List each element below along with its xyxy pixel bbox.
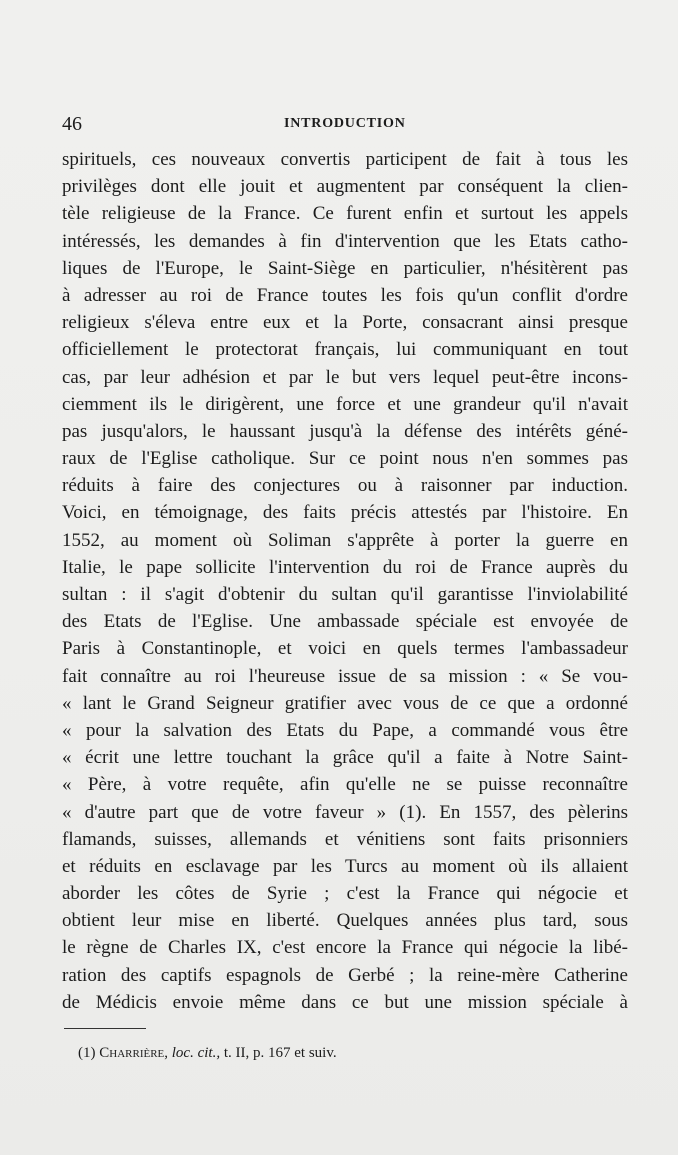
text-line: Paris à Constantinople, et voici en quels termes l'ambassadeur [62, 638, 628, 660]
text-line: le règne de Charles IX, c'est encore la France qui négocie la libé- [62, 937, 628, 959]
text-line: obtient leur mise en liberté. Quelques années plus tard, sous [62, 910, 628, 932]
text-line: tèle religieuse de la France. Ce furent enfin et surtout les appels [62, 203, 628, 225]
text-line: flamands, suisses, allemands et vénitiens sont faits prisonniers [62, 828, 628, 850]
footnote [78, 1043, 337, 1063]
text-line: intéressés, les demandes à fin d'intervention que les Etats catho- [62, 230, 628, 252]
text-line: ration des captifs espagnols de Gerbé ; la reine-mère Catherine [62, 964, 628, 986]
text-line: « lant le Grand Seigneur gratifier avec vous de ce que a ordonné [62, 692, 628, 714]
text-line: Italie, le pape sollicite l'intervention du roi de France auprès du [62, 556, 628, 578]
text-line: et réduits en esclavage par les Turcs au moment où ils allaient [62, 855, 628, 877]
text-line: officiellement le protectorat français, lui communiquant en tout [62, 339, 628, 361]
text-line: liques de l'Europe, le Saint-Siège en particulier, n'hésitèrent pas [62, 257, 628, 279]
text-line: 1552, au moment où Soliman s'apprête à porter la guerre en [62, 529, 628, 551]
text-line: raux de l'Eglise catholique. Sur ce point nous n'en sommes pas [62, 448, 628, 470]
footnote-reference: loc. cit., [171, 1045, 221, 1061]
page-header [62, 112, 628, 136]
text-line: « d'autre part que de votre faveur » (1). En 1557, des pèlerins [62, 801, 628, 823]
text-line: pas jusqu'alors, le haussant jusqu'à la défense des intérêts géné- [62, 420, 628, 442]
footnote-author: Charrière, [99, 1045, 169, 1061]
text-line: religieux s'éleva entre eux et la Porte, consacrant ainsi presque [62, 312, 628, 334]
footnote-marker: (1) [78, 1045, 96, 1061]
text-line: fait connaître au roi l'heureuse issue de sa mission : « Se vou- [62, 665, 628, 687]
text-line: réduits à faire des conjectures ou à raisonner par induction. [62, 475, 628, 497]
text-line: de Médicis envoie même dans ce but une mission spéciale à [62, 991, 628, 1013]
text-line: « Père, à votre requête, afin qu'elle ne se puisse reconnaître [62, 774, 628, 796]
text-line: ciemment ils le dirigèrent, une force et une grandeur qu'il n'avait [62, 393, 628, 415]
page-number: 46 [62, 113, 82, 135]
text-line: cas, par leur adhésion et par le but vers lequel peut-être incons- [62, 366, 628, 388]
body-text [62, 146, 628, 1016]
running-head: INTRODUCTION [284, 116, 406, 131]
footnote-citation: t. II, p. 167 et suiv. [223, 1045, 337, 1061]
text-line: à adresser au roi de France toutes les fois qu'un conflit d'ordre [62, 284, 628, 306]
text-line: des Etats de l'Eglise. Une ambassade spéciale est envoyée de [62, 611, 628, 633]
text-line: Voici, en témoignage, des faits précis attestés par l'histoire. En [62, 502, 628, 524]
footnote-rule [64, 1028, 146, 1029]
text-line: « écrit une lettre touchant la grâce qu'il a faite à Notre Saint- [62, 747, 628, 769]
text-line: sultan : il s'agit d'obtenir du sultan qu'il garantisse l'inviolabilité [62, 584, 628, 605]
text-line: « pour la salvation des Etats du Pape, a commandé vous être [62, 719, 628, 741]
text-line: privilèges dont elle jouit et augmentent par conséquent la clien- [62, 176, 628, 198]
text-line: spirituels, ces nouveaux convertis participent de fait à tous les [62, 149, 628, 170]
text-line: aborder les côtes de Syrie ; c'est la France qui négocie et [62, 883, 628, 905]
